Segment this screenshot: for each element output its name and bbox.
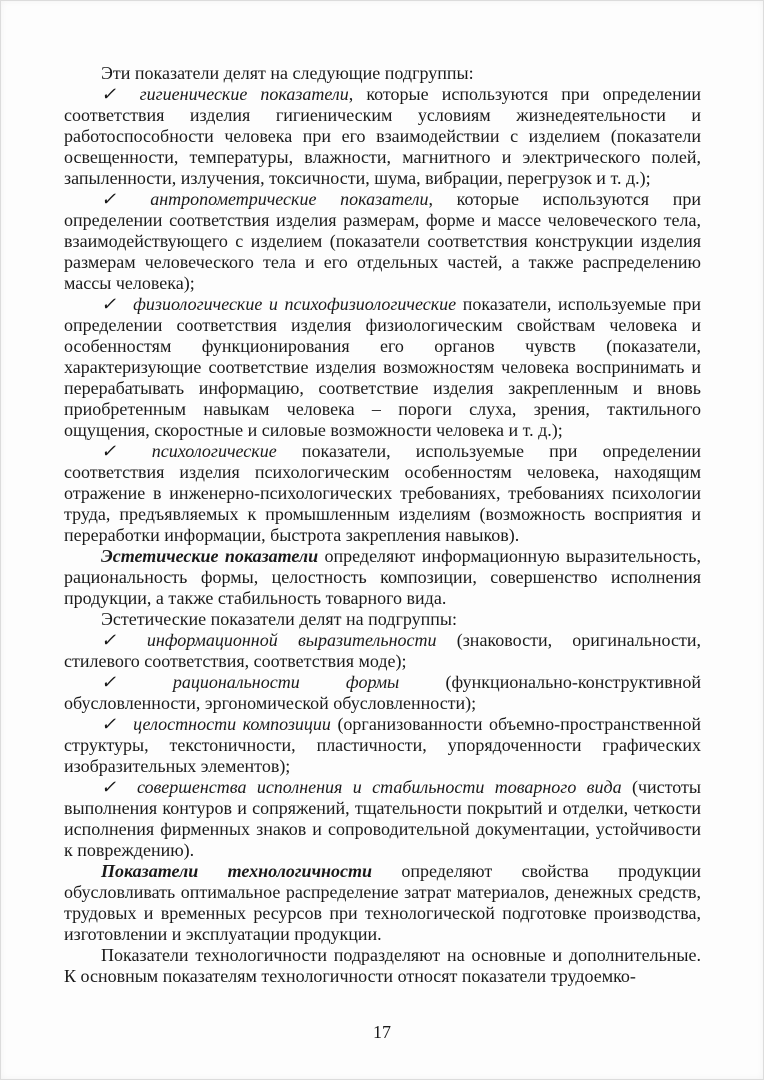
bullet-psychological-indicators	[64, 441, 701, 546]
paragraph-text: (знаковости, оригинальности, стилевого соответствия, соответствия моде);	[64, 630, 701, 671]
checkmark-icon: ✓	[101, 294, 119, 314]
term-italic: психологические	[151, 441, 277, 461]
paragraph-text: Показатели технологичности подразделяют на основные и дополнительные. К основным показателям технологичности относят показатели трудоемко-	[64, 945, 701, 986]
term-bold-italic: Показатели технологичности	[101, 861, 373, 881]
paragraph-aesthetic-subgroups-intro	[64, 609, 701, 630]
bullet-hygienic-indicators	[64, 84, 701, 189]
paragraph-text: (организованности объемно-пространственной структуры, текстоничности, пластичности, упорядоченности графических изобразительных элементов);	[64, 714, 701, 776]
paragraph-manufacturability-indicators	[64, 861, 701, 945]
term-italic: антропометрические показатели	[150, 189, 429, 209]
term-italic: информационной выразительности	[146, 630, 437, 650]
paragraph-text: определяют информационную выразительность, рациональность формы, целостность композиции, совершенство исполнения продукции, а также стабильность товарного вида.	[64, 546, 702, 608]
bullet-execution-perfection	[64, 777, 701, 861]
term-bold-italic: Эстетические показатели	[101, 546, 319, 566]
paragraph-aesthetic-indicators	[64, 546, 701, 609]
bullet-physiological-indicators	[64, 294, 701, 441]
text-block	[64, 63, 701, 987]
bullet-rationality-of-form	[64, 672, 701, 714]
paragraph-text: Эти показатели делят на следующие подгруппы:	[101, 63, 474, 83]
paragraph-text: , которые используются при определении соответствия изделия гигиеническим условиям жизнедеятельности и работоспособности человека при его взаимодействии с изделием (показатели освещенности, температуры, влажности, магнитного и электрического полей, запыленности, излучения, токсичности, шума, вибрации, перегрузок и т. д.);	[64, 84, 701, 188]
bullet-anthropometric-indicators	[64, 189, 701, 294]
checkmark-icon: ✓	[101, 189, 136, 209]
term-italic: целостности композиции	[133, 714, 331, 734]
paragraph-intro-subgroups	[64, 63, 701, 84]
paragraph-text: показатели, используемые при определении соответствия изделия физиологическим свойствам человека и особенностям функционирования его органов чувств (показатели, характеризующие соответствие изделия возможностям человека воспринимать и перерабатывать информацию, соответствие изделия закрепленным и вновь приобретенным навыкам человека – пороги слуха, зрения, тактильного ощущения, скоростные и силовые возможности человека и т. д.);	[64, 294, 701, 440]
paragraph-text: показатели, используемые при определении соответствия изделия психологическим особенностям человека, находящим отражение в инженерно-психологических требованиях, требованиях психологии труда, предъявляемых к промышленным изделиям (возможность восприятия и переработки информации, быстрота закрепления навыков).	[64, 441, 701, 545]
paragraph-text: Эстетические показатели делят на подгруппы:	[101, 609, 457, 629]
term-italic: гигиенические показатели	[139, 84, 349, 104]
checkmark-icon: ✓	[101, 630, 132, 650]
paragraph-text: , которые используются при определении соответствия изделия размерам, форме и массе человеческого тела, взаимодействующего с изделием (показатели соответствия конструкции изделия размерам человеческого тела и его отдельных частей, а также распределению массы человека);	[64, 189, 701, 293]
checkmark-icon: ✓	[101, 672, 158, 692]
checkmark-icon: ✓	[101, 777, 122, 797]
term-italic: рациональности формы	[172, 672, 400, 692]
page-number: 17	[373, 1022, 391, 1042]
term-italic: совершенства исполнения и стабильности товарного вида	[136, 777, 622, 797]
paragraph-text: (чистоты выполнения контуров и сопряжений, тщательности покрытий и отделки, четкости исполнения фирменных знаков и сопроводительной документации, устойчивости к повреждению).	[64, 777, 701, 860]
checkmark-icon: ✓	[101, 441, 137, 461]
paragraph-text: (функционально-конструктивной обусловленности, эргономической обусловленности);	[64, 672, 701, 713]
paragraph-text: определяют свойства продукции обусловливать оптимальное распределение затрат материалов, денежных средств, трудовых и временных ресурсов при технологической подготовке производства, изготовлении и эксплуатации продукции.	[64, 861, 701, 944]
checkmark-icon: ✓	[101, 714, 119, 734]
term-italic: физиологические и психофизиологические	[133, 294, 457, 314]
bullet-informational-expressiveness	[64, 630, 701, 672]
bullet-composition-integrity	[64, 714, 701, 777]
checkmark-icon: ✓	[101, 84, 125, 104]
paragraph-manufacturability-division	[64, 945, 701, 987]
